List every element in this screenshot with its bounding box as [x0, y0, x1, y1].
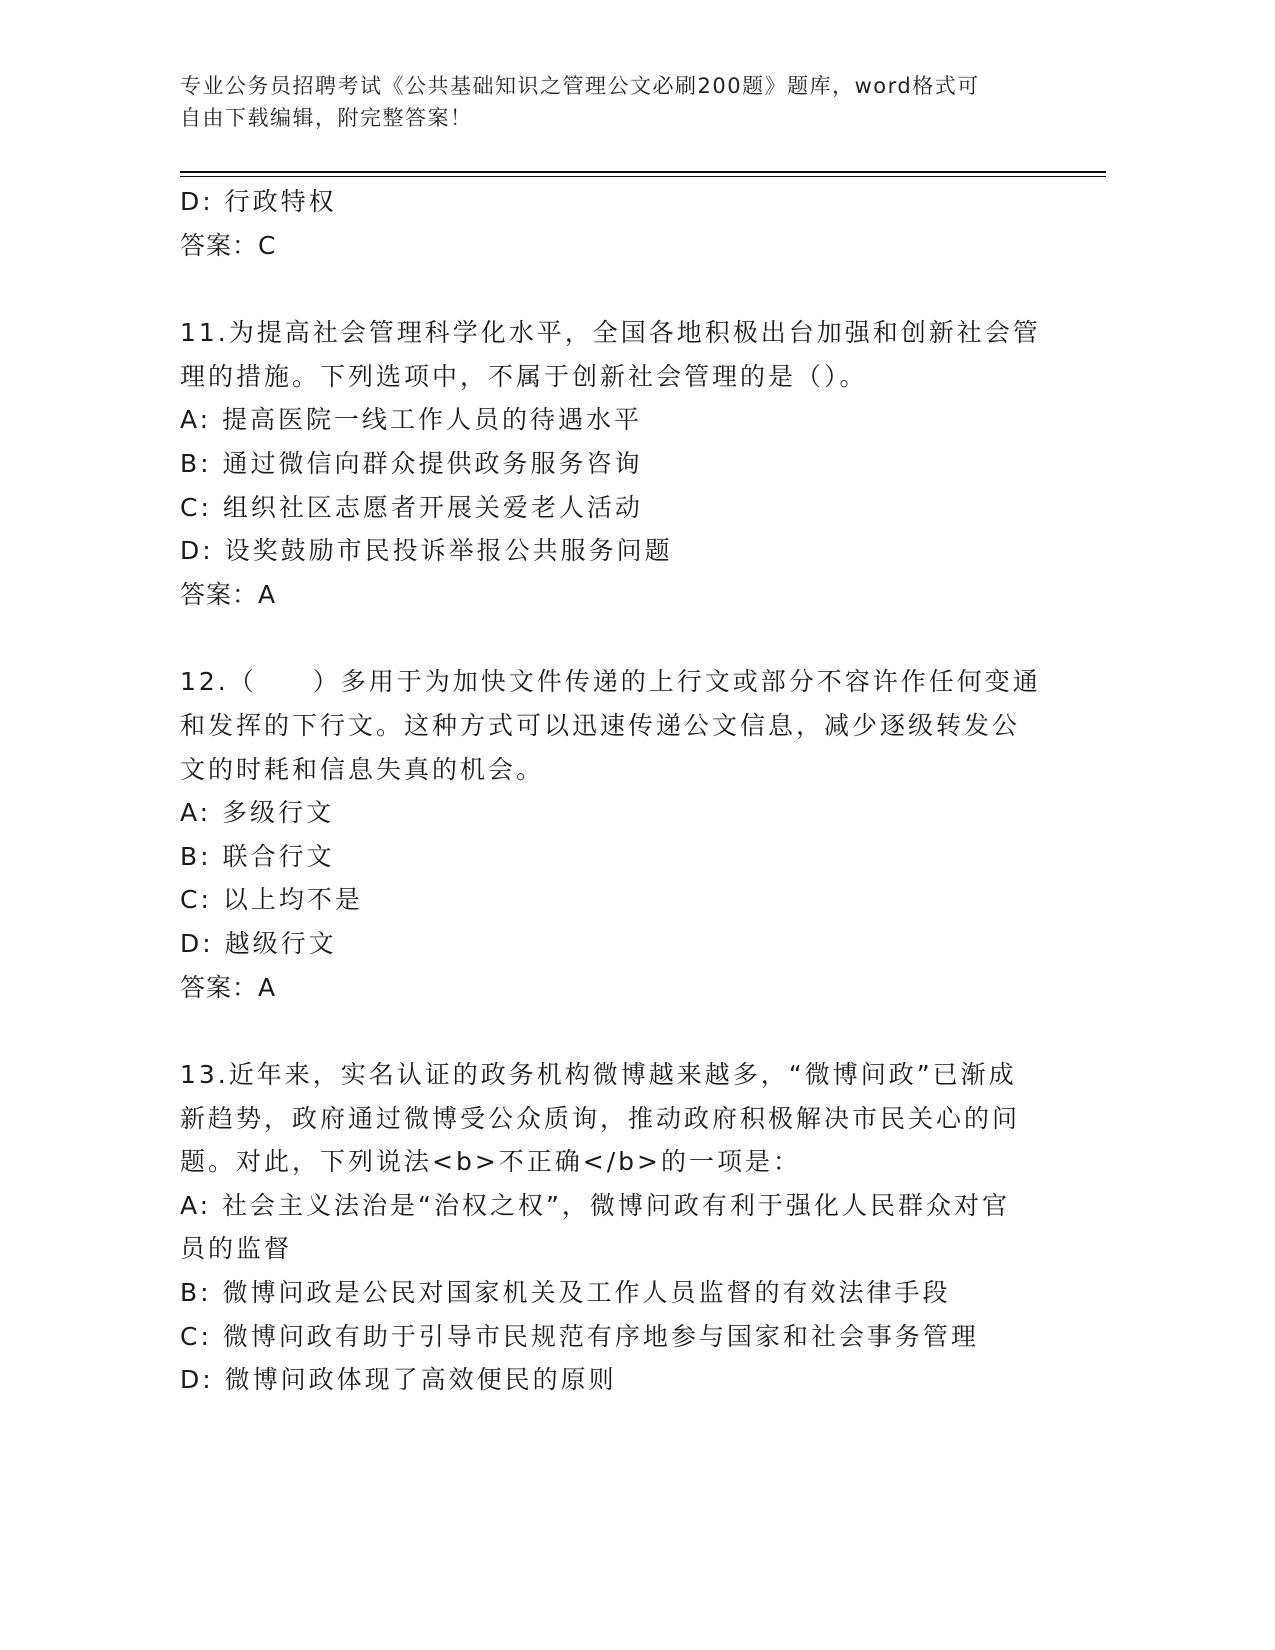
answer: 答案：A	[180, 972, 277, 1002]
option-d: D: 设奖鼓励市民投诉举报公共服务问题	[180, 536, 673, 566]
option-d: D: 越级行文	[180, 928, 337, 958]
option-a-continued: 员的监督	[180, 1234, 293, 1264]
question-text: 12.（ ）多用于为加快文件传递的上行文或部分不容许作任何变通	[180, 667, 1041, 697]
question-text: 和发挥的下行文。这种方式可以迅速传递公文信息，减少逐级转发公	[180, 710, 1021, 740]
option-c: C: 组织社区志愿者开展关爱老人活动	[180, 492, 643, 522]
option-b: B: 微博问政是公民对国家机关及工作人员监督的有效法律手段	[180, 1278, 951, 1308]
question-12	[180, 660, 1040, 1009]
question-text: 理的措施。下列选项中，不属于创新社会管理的是（）。	[180, 361, 868, 391]
header-rule-thick	[180, 171, 1106, 173]
spacer	[180, 1009, 1040, 1053]
question-10-tail	[180, 180, 1040, 267]
option-b: B: 通过微信向群众提供政务服务咨询	[180, 448, 643, 478]
option-c: C: 以上均不是	[180, 885, 363, 915]
question-text: 13.近年来，实名认证的政务机构微博越来越多，“微博问政”已渐成	[180, 1060, 1017, 1090]
option-a: A: 多级行文	[180, 798, 335, 828]
option-d: D: 行政特权	[180, 187, 337, 216]
option-a: A: 提高医院一线工作人员的待遇水平	[180, 405, 643, 435]
question-13	[180, 1053, 1040, 1402]
option-c: C: 微博问政有助于引导市民规范有序地参与国家和社会事务管理	[180, 1321, 979, 1351]
answer: 答案：A	[180, 579, 277, 609]
question-11	[180, 311, 1040, 616]
header-line-1: 专业公务员招聘考试《公共基础知识之管理公文必刷200题》题库，word格式可	[180, 74, 980, 98]
document-body	[180, 180, 1040, 1402]
question-text: 文的时耗和信息失真的机会。	[180, 754, 545, 784]
option-d: D: 微博问政体现了高效便民的原则	[180, 1365, 617, 1395]
option-a: A: 社会主义法治是“治权之权”，微博问政有利于强化人民群众对官	[180, 1190, 1010, 1220]
option-b: B: 联合行文	[180, 841, 335, 871]
answer: 答案：C	[180, 230, 277, 260]
question-text: 新趋势，政府通过微博受公众质询，推动政府积极解决市民关心的问	[180, 1103, 1021, 1133]
page-header	[180, 70, 1040, 134]
spacer	[180, 267, 1040, 311]
header-line-2: 自由下载编辑，附完整答案！	[180, 106, 473, 130]
header-rule-thin	[180, 176, 1106, 177]
question-text: 11.为提高社会管理科学化水平，全国各地积极出台加强和创新社会管	[180, 318, 1041, 348]
question-text: 题。对此，下列说法<b>不正确</b>的一项是：	[180, 1147, 801, 1177]
spacer	[180, 616, 1040, 660]
